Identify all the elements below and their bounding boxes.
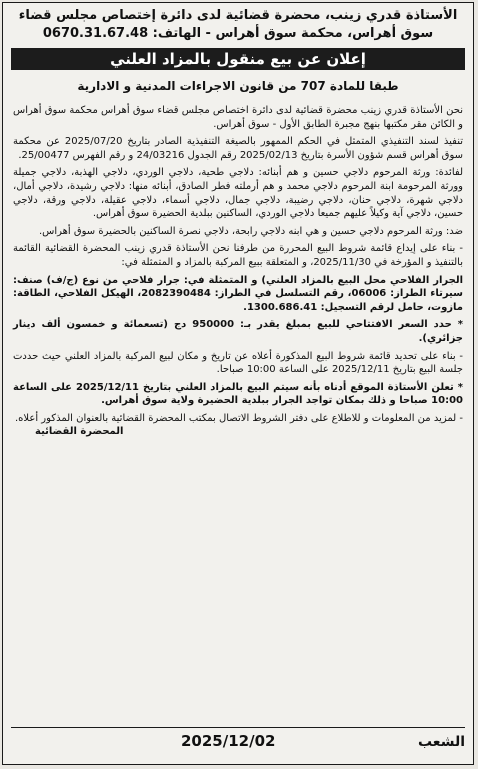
paragraph-conditions: - بناء على إيداع قائمة شروط البيع المحررة من طرفنا نحن الأستاذة قدري زينب المحضرة القضائية القائمة بالتنفيذ و المؤرخة في 2025/11/30، و المتعلقة ببيع المركبة بالمزاد و المتمثلة في:	[13, 243, 463, 268]
paragraph-enforcement: تنفيذ لسند التنفيذي المتمثل في الحكم الممهور بالصيغة التنفيذية الصادر بتاريخ 2025/07/20 عن محكمة سوق أهراس قسم شؤون الأسرة بتاريخ 2025/02/13 رقم الجدول 24/03216 و رقم الفهرس 25/00477.	[13, 136, 463, 161]
bailiff-name: الأستاذة قدري زينب، محضرة قضائية لدى دائرة إختصاص مجلس قضاء	[18, 8, 458, 23]
signature: المحضرة القضائية	[35, 426, 124, 438]
sale-announcement: * تعلن الأستاذة الموقع أدناه بأنه سيتم البيع بالمزاد العلني بتاريخ 2025/12/11 على الساعة 10:00 صباحا و ذلك بمكان تواجد الجرار ببلدية الحضيرة ولاية سوق أهراس.	[13, 381, 463, 407]
sale-session: - بناء على تحديد قائمة شروط البيع المذكورة أعلاه عن تاريخ و مكان لبيع المركبة بالمزاد العلني حيث حددت جلسة البيع بتاريخ 2025/12/11 على الساعة 10:00 صباحا.	[13, 350, 463, 376]
legal-reference: طبقا للمادة 707 من قانون الاجراءات المدنية و الادارية	[77, 79, 399, 93]
paragraph-defendants: ضد: ورثة المرحوم دلاجي حسين و هي ابنه دلاجي رابحة، دلاجي نصرة الساكنين بالحضيرة سوق أهراس.	[38, 225, 463, 237]
legal-notice	[2, 2, 474, 765]
vehicle-description: الجرار الفلاحي محل البيع بالمزاد العلني) و المتمثلة في: جرار فلاحي من نوع (ج/ف) صنف: سيرتاء الطراز: 06006، رقم التسلسل في الطراز: 2082390484، الهيكل الفلاحي، الطاقة: مازوت، حامل لرقم التسجيل: 1300.686.41.	[13, 274, 463, 313]
notice-banner: إعلان عن بيع منقول بالمزاد العلني	[11, 48, 465, 70]
publication-date: 2025/12/02	[181, 732, 276, 750]
notice-body	[3, 94, 473, 439]
paragraph-beneficiaries: لفائدة: ورثة المرحوم دلاجي حسين و هم أبنائه: دلاجي طحية، دلاجي الوردي، دلاجي الهذبة، دلاجي جميلة وورثة المرحومة ابنة المرحوم دلاجي محمد و هم أرملته فطر الصادق، أبنائه منها: دلاجي رشيدة، دلاجي أمال، دلاجي شهرة، دلاجي حنان، دلاجي رضيبة، دلاجي جمال، دلاجي أسماء، دلاجي عقيلة، دلاجي ورقة، دلاجي حسين، دلاجي آية وكيلاً عليهم جميعا دلاجي الوردي، الساكنين ببلدية الحضيرة سوق أهراس.	[13, 167, 463, 220]
notice-footer	[11, 727, 465, 756]
opening-price: * حدد السعر الافتتاحي للبيع بمبلغ يقدر بـ: 950000 دج (تسعمائة و خمسون ألف دينار جزائري).	[13, 319, 463, 344]
more-info: - لمزيد من المعلومات و للاطلاع على دفتر الشروط الاتصال بمكتب المحضرة القضائية بالعنوان المذكور أعلاه.	[15, 412, 463, 424]
bailiff-contact: سوق أهراس، محكمة سوق أهراس - الهاتف: 0670.31.67.48	[42, 26, 434, 41]
notice-header	[3, 3, 473, 44]
paragraph-intro: نحن الأستاذة قدري زينب محضرة قضائية لدى دائرة اختصاص مجلس قضاء سوق أهراس محكمة سوق أهراس و الكائن مقر مكتبها بنهج مجبرة الطابق الأول - سوق أهراس.	[13, 105, 463, 130]
newspaper-name: الشعب	[417, 734, 465, 750]
